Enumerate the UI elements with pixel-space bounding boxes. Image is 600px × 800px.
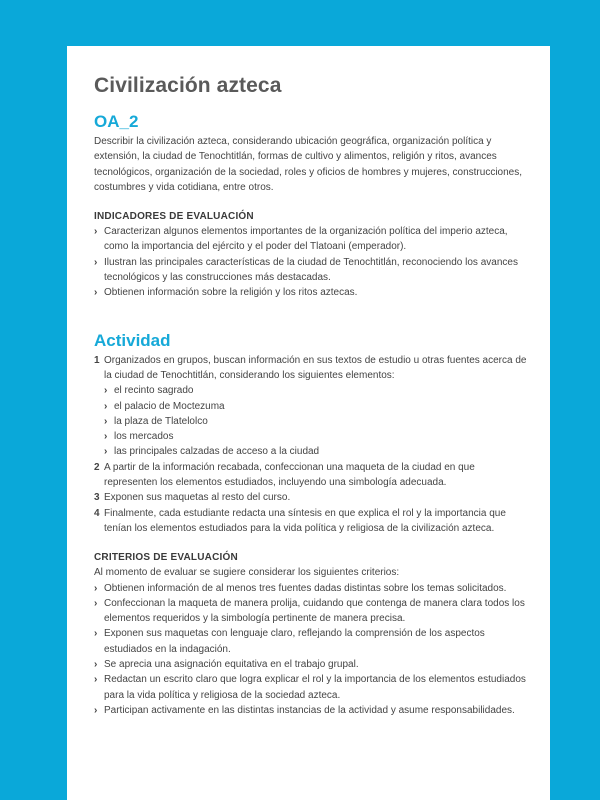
criteria-heading: CRITERIOS DE EVALUACIÓN: [94, 552, 238, 564]
objective-code: OA_2: [94, 112, 139, 131]
step-subitem: [104, 383, 528, 398]
step-text: A partir de la información recabada, confeccionan una maqueta de la ciudad en que representen los elementos estudiados, incluyendo una simbología adecuada.: [104, 461, 475, 489]
bullet-marker: ›: [94, 256, 98, 268]
indicator-item: [94, 255, 528, 286]
criteria-item-text: Exponen sus maquetas con lenguaje claro, reflejando la comprensión de los aspectos estudiados en la indagación.: [104, 628, 485, 655]
bullet-marker: ›: [104, 431, 108, 443]
step-text: Finalmente, cada estudiante redacta una síntesis en que explica el rol y la importancia que tenían los elementos estudiados para la vida política y religiosa de la civilización azteca.: [104, 507, 506, 534]
step-subitem: [104, 399, 528, 414]
bullet-marker: ›: [94, 582, 98, 594]
step-number: 4: [94, 507, 100, 519]
bullet-marker: ›: [94, 597, 98, 609]
objective-description: Describir la civilización azteca, considerando ubicación geográfica, organización política y extensión, la ciudad de Tenochtitlán, formas de cultivo y alimentos, religión y ritos, avances tecnológicos, organización de la sociedad, roles y oficios de hombres y mujeres, construcciones, costumbres y vida cotidiana, entre otros.: [94, 136, 522, 193]
criteria-item: [94, 626, 528, 657]
bullet-marker: ›: [94, 628, 98, 640]
indicator-item-text: Obtienen información sobre la religión y los ritos aztecas.: [104, 287, 358, 299]
step-subitem: [104, 444, 528, 459]
criteria-item-text: Participan activamente en las distintas instancias de la actividad y asume responsabilidades.: [104, 704, 515, 716]
indicator-item-text: Ilustran las principales características de la ciudad de Tenochtitlán, reconociendo los avances tecnológicos y las construcciones más destacadas.: [104, 256, 518, 284]
step-subitem-text: las principales calzadas de acceso a la ciudad: [114, 446, 320, 458]
step-subitem-text: el palacio de Moctezuma: [114, 400, 225, 412]
page-title: Civilización azteca: [94, 74, 282, 97]
step-subitem-text: la plaza de Tlatelolco: [114, 415, 208, 427]
step-number: 3: [94, 492, 100, 504]
bullet-marker: ›: [104, 415, 108, 427]
indicator-item: [94, 224, 528, 255]
bullet-marker: ›: [94, 659, 98, 671]
step-subitem-text: los mercados: [114, 431, 174, 443]
indicators-heading: INDICADORES DE EVALUACIÓN: [94, 211, 254, 223]
step-sublist: [104, 383, 528, 459]
step-text: Exponen sus maquetas al resto del curso.: [104, 492, 291, 504]
activity-step: [94, 506, 528, 537]
criteria-item: [94, 703, 528, 718]
bullet-marker: ›: [94, 704, 98, 716]
activity-heading: Actividad: [94, 330, 171, 350]
step-subitem: [104, 429, 528, 444]
step-text: Organizados en grupos, buscan información en sus textos de estudio u otras fuentes acerca de la ciudad de Tenochtitlán, considerando los siguientes elementos:: [104, 354, 527, 381]
step-subitem: [104, 414, 528, 429]
step-number: 1: [94, 354, 100, 366]
criteria-item-text: Obtienen información de al menos tres fuentes dadas distintas sobre los temas solicitados.: [104, 582, 507, 594]
criteria-item-text: Se aprecia una asignación equitativa en el trabajo grupal.: [104, 659, 359, 671]
activity-step: [94, 353, 528, 460]
criteria-item-text: Confeccionan la maqueta de manera prolija, cuidando que contenga de manera clara todos los elementos requeridos y la simbología pertinente de manera precisa.: [104, 597, 525, 625]
bullet-marker: ›: [94, 226, 98, 238]
criteria-item-text: Redactan un escrito claro que logra explicar el rol y la importancia de los elementos estudiados para la vida política y religiosa de la sociedad azteca.: [104, 674, 526, 701]
step-number: 2: [94, 461, 100, 473]
bullet-marker: ›: [104, 400, 108, 412]
criteria-intro: Al momento de evaluar se sugiere considerar los siguientes criterios:: [94, 567, 400, 579]
criteria-item: [94, 596, 528, 627]
indicator-item: [94, 285, 528, 300]
indicator-item-text: Caracterizan algunos elementos importantes de la organización política del imperio azteca, como la importancia del ejército y el poder del Tlatoani (emperador).: [104, 226, 508, 253]
bullet-marker: ›: [94, 674, 98, 686]
criteria-item: [94, 657, 528, 672]
criteria-item: [94, 672, 528, 703]
criteria-item: [94, 581, 528, 596]
bullet-marker: ›: [94, 287, 98, 299]
bullet-marker: ›: [104, 385, 108, 397]
activity-step: [94, 490, 528, 505]
criteria-list: [94, 581, 528, 719]
document-page: [67, 46, 550, 800]
bullet-marker: ›: [104, 446, 108, 458]
activity-step: [94, 460, 528, 491]
step-subitem-text: el recinto sagrado: [114, 385, 194, 397]
activity-steps: [94, 353, 528, 537]
indicators-list: [94, 224, 528, 300]
